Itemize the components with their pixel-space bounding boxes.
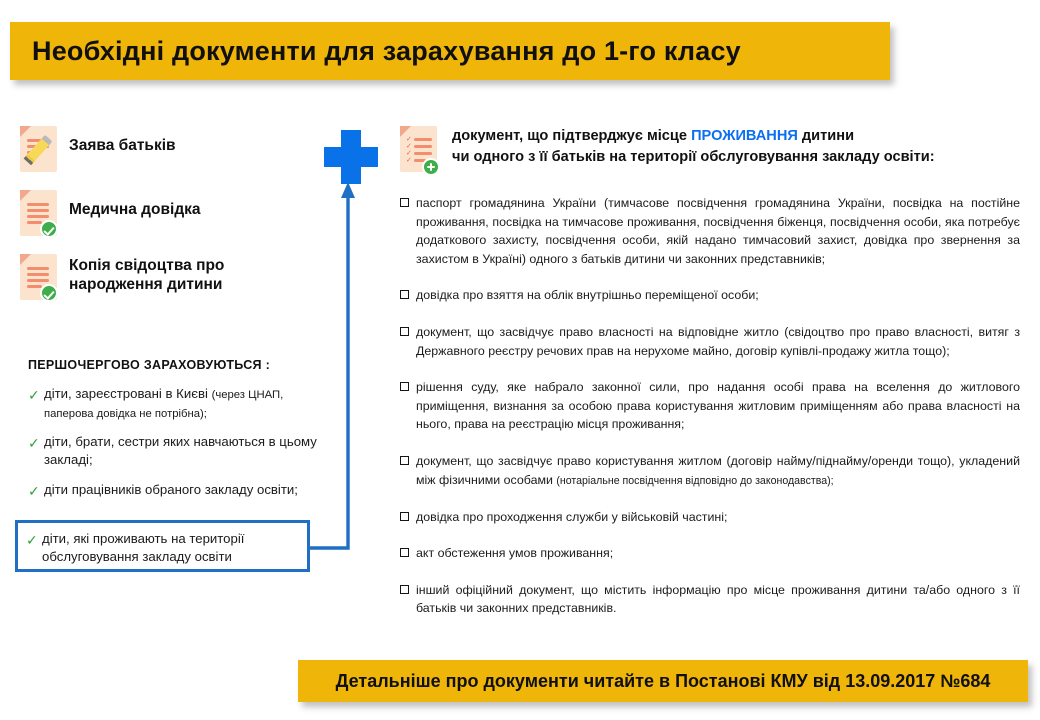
plus-icon [324,130,378,184]
heading-line2: чи одного з її батьків на території обслуговування закладу освіти: [452,149,935,166]
list-item [400,194,1020,268]
list-item [20,190,320,240]
check-icon: ✓ [28,435,40,452]
square-bullet-icon [400,508,416,527]
check-icon: ✓ [26,532,38,548]
list-item-label: діти працівників обраного закладу освіти; [44,481,298,497]
priority-title: ПЕРШОЧЕРГОВО ЗАРАХОВУЮТЬСЯ : [28,358,271,372]
list-item [28,481,318,501]
list-item-label: паспорт громадянина України (тимчасове посвідчення громадянина України, посвідка на постійне проживання, посвідка на тимчасове проживання, посвідчення біженця, посвідчення особи, яка потребує додаткового захисту, посвідчення особи, якій надано тимчасовий захист, довідка про звернення за захистом в Україні) одного з батьків дитини чи законних представників; [416,196,1020,266]
list-item [400,581,1020,618]
list-item-label: рішення суду, яке набрало законної сили, про надання особі права на вселення до житлового приміщення, визнання за особою права користування житловим приміщенням або права власності на нього, права на реєстрацію місця проживання; [416,380,1020,432]
footer-text: Детальніше про документи читайте в Постанові КМУ від 13.09.2017 №684 [335,670,991,691]
left-document-list [20,126,320,318]
priority-enrollment-block [28,358,318,511]
document-icon [20,190,60,238]
header-banner [10,22,890,80]
list-item-label: діти, які проживають на території обслуговування закладу освіти [42,531,245,565]
check-icon: ✓ [28,387,40,403]
square-bullet-icon [400,194,416,213]
document-pencil-icon [20,126,60,174]
list-item [400,508,1020,527]
list-item-label: документ, що засвідчує право власності на відповідне житло (свідоцтво про право власності, витяг з Державного реєстру речових прав на нерухоме майно, договір купівлі-продажу житла тощо); [416,325,1020,358]
list-item [400,452,1020,490]
page-title: Необхідні документи для зарахування до 1-го класу [32,35,741,66]
checklist-ticks-icon: ✓ ✓ ✓ ✓ [406,136,412,164]
list-item-label: акт обстеження умов проживання; [416,546,614,561]
list-item [400,323,1020,360]
document-icon [20,254,60,302]
list-item-label: діти, брати, сестри яких навчаються в цьому закладі; [44,434,317,468]
highlighted-priority-item [15,520,310,572]
square-bullet-icon [400,544,416,563]
list-item [28,385,318,422]
square-bullet-icon [400,452,416,471]
green-plus-badge-icon [422,158,440,176]
list-item-label: Копія свідоцтва про народження дитини [69,257,225,294]
heading-text [442,126,935,168]
list-item [400,378,1020,434]
footer-banner [298,660,1028,702]
list-item-label: довідка про взяття на облік внутрішньо переміщеної особи; [416,288,759,303]
list-item [20,254,320,304]
list-item [400,286,1020,305]
right-column-heading [400,126,1020,178]
list-item-label: довідка про проходження служби у військовій частині; [416,509,728,524]
list-item-label: Медична довідка [69,201,201,218]
heading-highlight: ПРОЖИВАННЯ [691,128,798,144]
square-bullet-icon [400,581,416,600]
list-item-label: інший офіційний документ, що містить інформацію про місце проживання дитини та/або одного з її батьків чи законних представників. [416,582,1020,616]
check-icon: ✓ [28,482,40,499]
green-check-badge-icon [40,284,58,302]
square-bullet-icon [400,378,416,397]
right-document-list [400,126,1020,632]
heading-line1-before: документ, що підтверджує місце [452,128,692,144]
square-bullet-icon [400,323,416,342]
list-item-label: документ, що засвідчує право користування житлом (договір найму/піднайму/оренди тощо), укладений між фізичними особами (нотаріальне посвідчення відповідно до законодавства); [416,454,1020,487]
list-item [20,126,320,176]
list-item [26,530,307,566]
heading-line1-after: дитини [797,128,855,144]
square-bullet-icon [400,286,416,305]
list-item-label: діти, зареєстровані в Києві (через ЦНАП, паперова довідка не потрібна); [44,386,284,420]
list-item [400,544,1020,563]
green-check-badge-icon [40,220,58,238]
list-item [28,433,318,469]
list-item-label: Заява батьків [69,137,176,154]
checklist-document-plus-icon [400,126,442,178]
